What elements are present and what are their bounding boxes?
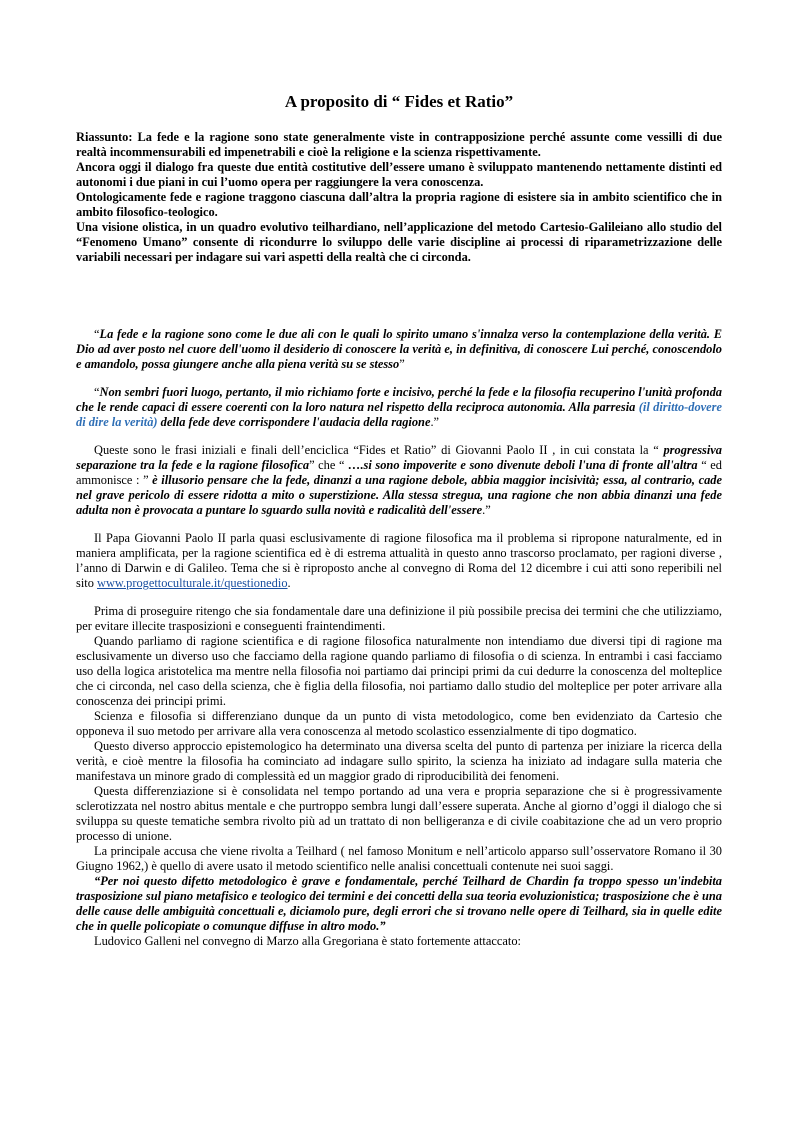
paragraph-teilhard: La principale accusa che viene rivolta a Teilhard ( nel famoso Monitum e nell’articolo apparso sull’osservatore Romano il 30 Giugno 1962,) è quello di avere usato il metodo scientifico nelle analisi concettuali contenute nei suoi saggi. xyxy=(76,844,722,873)
paragraph-pope: Il Papa Giovanni Paolo II parla quasi esclusivamente di ragione filosofica ma il problema si ripropone naturalmente, ed in maniera amplificata, per la ragione scientifica ed è di estrema attualità in questo anno trascorso proclamato, per ragioni diverse , l’anno di Darwin e di Galileo. Tema che si è riproposto anche al convegno di Roma del 12 dicembre i cui atti sono reperibili nel sito www.progettoculturale.it/questionedio. xyxy=(76,531,722,590)
paragraph-separation: Questa differenziazione si è consolidata nel tempo portando ad una vera e propria separazione che si è progressivamente sclerotizzata nel nostro abitus mentale e che purtroppo sembra lungi dall’essere superata. Anche al giorno d’oggi il dialogo che si sviluppa su queste tematiche sembra rivolto più ad un trattato di non belligeranza e di civile coabitazione che ad un vero proprio processo di unione. xyxy=(76,784,722,843)
paragraph-encyclical: Queste sono le frasi iniziali e finali dell’enciclica “Fides et Ratio” di Giovanni Paolo II , in cui constata la “ progressiva separazione tra la fede e la ragione filosofica” che “ ….si sono impoverite e sono divenute deboli l'una di fronte all'altra “ ed ammonisce : ” è illusorio pensare che la fede, dinanzi a una ragione debole, abbia maggior incisività; essa, al contrario, cade nel grave pericolo di essere ridotta a mito o superstizione. Alla stessa stregua, una ragione che non abbia dinanzi una fede adulta non è provocata a puntare lo sguardo sulla novità e radicalità dell'essere.” xyxy=(76,443,722,517)
abstract-line-1: Riassunto: La fede e la ragione sono state generalmente viste in contrapposizione perché assunte come vessilli di due realtà incommensurabili ed impenetrabili e cioè la religione e la scienza rispettivamente. xyxy=(76,130,722,159)
abstract-line-2: Ancora oggi il dialogo fra queste due entità costitutive dell’essere umano è sviluppato mantenendo nettamente distinti ed autonomi i due piani in cui l’uomo opera per raggiungere la vera conoscenza. xyxy=(76,160,722,189)
quote-paragraph-1: “La fede e la ragione sono come le due ali con le quali lo spirito umano s'innalza verso la contemplazione della verità. E Dio ad aver posto nel cuore dell'uomo il desiderio di conoscere la verità e, in definitiva, di conoscere Lui perché, conoscendolo e amandolo, possa giungere anche alla piena verità su se stesso” xyxy=(76,327,722,371)
paragraph-galleni: Ludovico Galleni nel convegno di Marzo alla Gregoriana è stato fortemente attaccato: xyxy=(94,934,521,948)
abstract xyxy=(76,130,722,265)
parresia-note: (il diritto-dovere di dire la verità) xyxy=(76,400,722,429)
paragraph-epistemology: Questo diverso approccio epistemologico ha determinato una diversa scelta del punto di partenza per iniziare la ricerca della verità, e cioè mentre la filosofia ha cominciato ad indagare sullo spirito, la scienza ha iniziato ad indagare sulla materia che manifestava un minore grado di complessità ed un maggior grado di riproducibilità dei fenomeni. xyxy=(76,739,722,783)
quote-1-text: La fede e la ragione sono come le due ali con le quali lo spirito umano s'innalza verso la contemplazione della verità. E Dio ad aver posto nel cuore dell'uomo il desiderio di conoscere la verità e, in definitiva, di conoscere Lui perché, conoscendolo e amandolo, possa giungere anche alla piena verità su se stesso xyxy=(76,327,722,371)
abstract-line-4: Una visione olistica, in un quadro evolutivo teilhardiano, nell’applicazione del metodo Cartesio-Galileiano allo studio del “Fenomeno Umano” consente di ricondurre lo sviluppo delle varie discipline ai processi di riparametrizzazione delle variabili necessari per indagare sui vari aspetti della realtà che ci circonda. xyxy=(76,220,722,264)
paragraph-method: Scienza e filosofia si differenziano dunque da un punto di vista metodologico, come ben evidenziato da Cartesio che opponeva il suo metodo per arrivare alla vera conoscenza al metodo scolastico essenzialmente di tipo dogmatico. xyxy=(76,709,722,738)
quote-paragraph-2: “Non sembri fuori luogo, pertanto, il mio richiamo forte e incisivo, perché la fede e la filosofia recuperino l'unità profonda che le rende capaci di essere coerenti con la loro natura nel rispetto della reciproca autonomia. Alla parresia (il diritto-dovere di dire la verità) della fede deve corrispondere l'audacia della ragione.” xyxy=(76,385,722,429)
paragraph-definitions: Prima di proseguire ritengo che sia fondamentale dare una definizione il più possibile precisa dei termini che che utilizziamo, per evitare illecite trasposizioni e conseguenti fraintendimenti. xyxy=(76,604,722,633)
paragraph-reason: Quando parliamo di ragione scientifica e di ragione filosofica naturalmente non intendiamo due diversi tipi di ragione ma esclusivamente un diverso uso che facciamo della ragione quando parliamo di filosofia o di scienza. In entrambi i casi facciamo uso della logica aristotelica ma mentre nella filosofia noi partiamo dai principi primi da cui dedurre la conoscenza del molteplice che ci circonda, nel caso della scienza, che è figlia della filosofia, noi partiamo dallo studio del molteplice per poter arrivare alla conoscenza dei principi primi. xyxy=(76,634,722,708)
progettoculturale-link[interactable]: www.progettoculturale.it/questionedio xyxy=(97,576,288,590)
document-title: A proposito di “ Fides et Ratio” xyxy=(284,92,514,111)
document-page xyxy=(76,92,722,949)
abstract-line-3: Ontologicamente fede e ragione traggono ciascuna dall’altra la propria ragione di esistere sia in ambito scientifico che in ambito filosofico-teologico. xyxy=(76,190,722,219)
paragraph-monitum-quote: “Per noi questo difetto metodologico è grave e fondamentale, perché Teilhard de Chardin fa troppo spesso un'indebita trasposizione sul piano metafisico e teologico dei termini e dei concetti della sua teoria evoluzionistica; trasposizione che è una delle cause delle ambiguità concettuali e, diciamolo pure, degli errori che si trovano nelle opere di Teilhard, sia in quelle edite che in quelle policopiate o comunque diffuse in altro modo.” xyxy=(76,874,722,933)
